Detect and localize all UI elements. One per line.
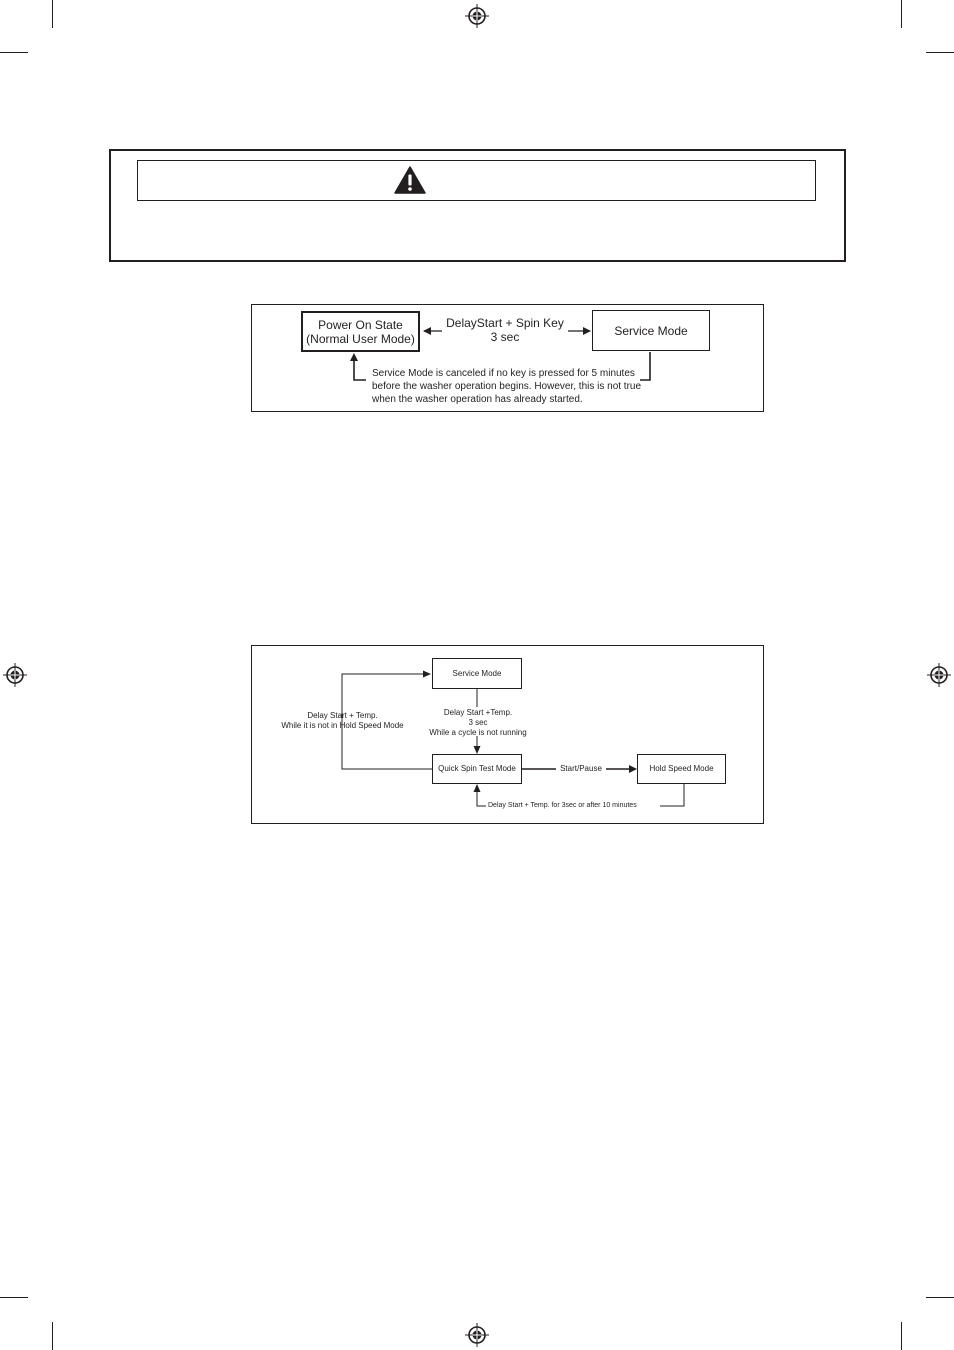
power-on-state-label: Power On State (Normal User Mode) <box>306 317 415 346</box>
start-pause-arrow-head <box>629 765 637 773</box>
loop-left-line <box>342 674 432 769</box>
exit-quick-spin-label: Delay Start + Temp. While it is not in Hold Speed Mode <box>281 711 404 730</box>
hold-speed-mode-label: Hold Speed Mode <box>649 764 714 773</box>
service-mode-label-2: Service Mode <box>452 668 502 678</box>
return-arrow-head <box>474 784 481 792</box>
loop-left-arrow-head <box>423 671 431 678</box>
quick-spin-test-mode-label: Quick Spin Test Mode <box>438 764 516 773</box>
key-combination-label: DelayStart + Spin Key 3 sec <box>446 316 564 344</box>
service-mode-label: Service Mode <box>614 323 688 338</box>
down-arrow-head <box>474 746 481 754</box>
return-line-left <box>477 791 486 806</box>
start-pause-label: Start/Pause <box>555 764 607 774</box>
return-line <box>660 784 684 806</box>
enter-quick-spin-label: Delay Start +Temp. 3 sec While a cycle is not running <box>413 708 543 738</box>
return-label: Delay Start + Temp. for 3sec or after 10 minutes <box>488 802 637 809</box>
cancel-note: Service Mode is canceled if no key is pressed for 5 minutes before the washer operation begins. However, this is not true when the washer operation has already started. <box>372 368 642 405</box>
